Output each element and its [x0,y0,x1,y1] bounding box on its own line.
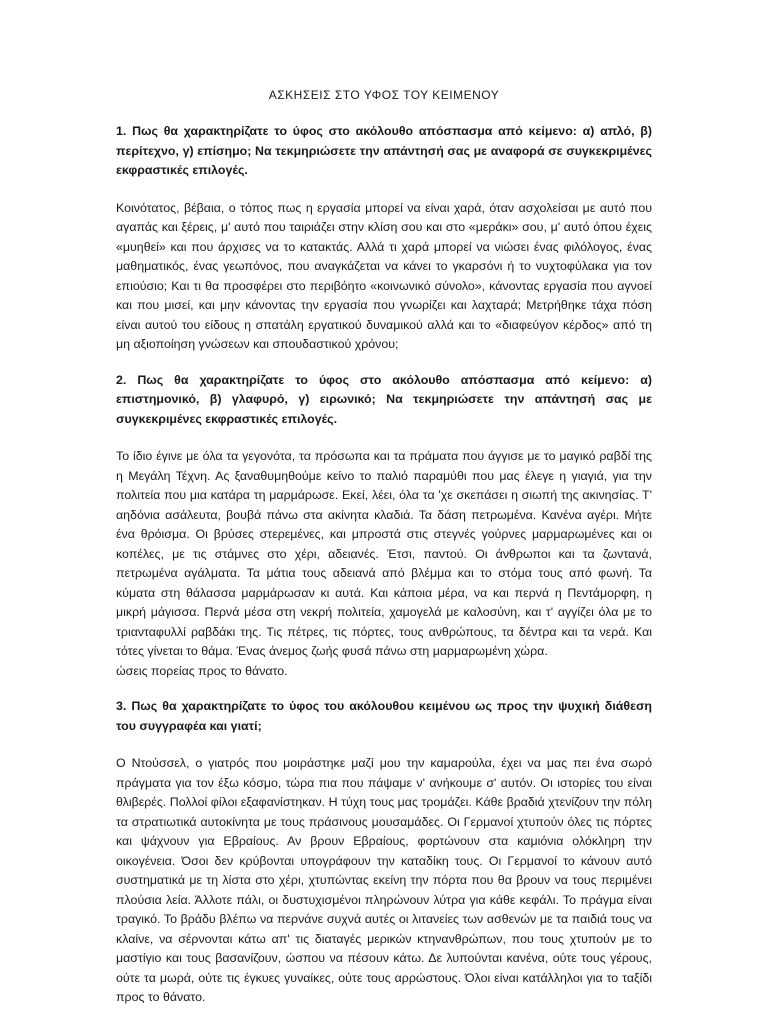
exercise-question: 1. Πως θα χαρακτηρίζατε το ύφος στο ακόλουθο απόσπασμα από κείμενο: α) απλό, β) περίτεχνο, γ) επίσημο; Να τεκμηριώσετε την απάντησή σας με αναφορά σε συγκεκριμένες εκφραστικές επιλογές. [116,124,652,177]
document-title: ΑΣΚΗΣΕΙΣ ΣΤΟ ΥΦΟΣ ΤΟΥ ΚΕΙΜΕΝΟΥ [268,88,500,102]
exercise-3 [116,697,652,1008]
exercise-2 [116,371,652,682]
exercise-excerpt: Το ίδιο έγινε με όλα τα γεγονότα, τα πρόσωπα και τα πράματα που άγγισε με το μαγικό ραβδί της η Μεγάλη Τέχνη. Ας ξαναθυμηθούμε κείνο το παλιό παραμύθι που μας έλεγε η γιαγιά, για την πολιτεία που μια κατάρα τη μαρμάρωσε. Εκεί, λέει, όλα τα 'χε σκεπάσει η σιωπή της ακινησίας. Τ' αηδόνια ασάλευτα, βουβά πάνω στα ακίνητα κλαδιά. Τα δάση πετρωμένα. Κανένα αγέρι. Μήτε ένα θρόισμα. Οι βρύσες στερεμένες, και μπροστά στις στεγνές γούρνες μαρμαρωμένες και οι κοπέλες, με τις στάμνες στο χέρι, αδειανές. Έτσι, παντού. Οι άνθρωποι και τα ζωντανά, πετρωμένα αγάλματα. Τα μάτια τους αδειανά από βλέμμα και το στόμα τους από φωνή. Τα κύματα στη θάλασσα μαρμάρωσαν κι αυτά. Και κάποια μέρα, να και περνά η Πεντάμορφη, η μικρή μάγισσα. Περνά μέσα στη νεκρή πολιτεία, χαμογελά με καλοσύνη, και τ' αγγίζει όλα με το τριανταφυλλί ραβδάκι της. Τις πέτρες, τις πόρτες, τους ανθρώπους, τα δέντρα και τα νερά. Και τότες γίνεται το θάμα. Ένας άνεμος ζωής φυσά πάνω στη μαρμαρωμένη χώρα. [116,449,652,658]
exercise-excerpt: Κοινότατος, βέβαια, ο τόπος πως η εργασία μπορεί να είναι χαρά, όταν ασχολείσαι με αυτό που αγαπάς και ξέρεις, μ' αυτό που ταιριάζει στην κλίση σου και στο «μεράκι» σου, μ' αυτό όπου έχεις «μυηθεί» και που άρχισες να το κατακτάς. Αλλά τι χαρά μπορεί να νιώσει ένας φιλόλογος, ένας μαθηματικός, ένας γεωπόνος, που αναγκάζεται να κάνει το γκαρσόνι ή το νυχτοφύλακα για τον επιούσιο; Και τι θα προσφέρει στο περιβόητο «κοινωνικό σύνολο», κάνοντας εργασία που αγνοεί και που μισεί, και μην κάνοντας την εργασία που γνωρίζει και λαχταρά; Μετρήθηκε τάχα πόση είναι αυτού του είδους η σπατάλη εργατικού δυναμικού αλλά και το «διαφεύγον κέρδος» από τη μη αξιοποίηση γνώσεων και σπουδαστικού χρόνου; [116,200,652,351]
exercise-1 [116,122,652,355]
exercise-excerpt: Ο Ντούσσελ, ο γιατρός που μοιράστηκε μαζί μου την καμαρούλα, έχει να μας πει ένα σωρό πράγματα για τον έξω κόσμο, τώρα πια που πάψαμε ν' ανήκουμε σ' αυτόν. Οι ιστορίες του είναι θλιβερές. Πολλοί φίλοι εξαφανίστηκαν. Η τύχη τους μας τρομάζει. Κάθε βραδιά χτενίζουν την πόλη τα στρατιωτικά αυτοκίνητα με τους πράσινους μουσαμάδες. Οι Γερμανοί χτυπούν όλες τις πόρτες και ψάχνουν για Εβραίους. Αν βρουν Εβραίους, φορτώνουν στα καμιόνια ολόκληρη την οικογένεια. Όσοι δεν κρύβονται υπογράφουν την καταδίκη τους. Οι Γερμανοί το κάνουν αυτό συστηματικά με τη λίστα στο χέρι, χτυπώντας εκείνη την πόρτα που θα βρουν να τους περιμένει πλούσια λεία. Άλλοτε πάλι, οι δυστυχισμένοι πληρώνουν λύτρα για κάθε κεφάλι. Το πράγμα είναι τραγικό. Το βράδυ βλέπω να περνάνε συχνά αυτές οι λιτανείες των ασθενών με τα παιδιά τους να κλαίνε, να σέρνονται κάτω απ' τις διαταγές μερικών κτηνανθρώπων, που τους χτυπούν με το μαστίγιο και τους βασανίζουν, ώσπου να πέσουν κάτω. Δε λυπούνται κανένα, ούτε τους γέρους, ούτε τα μωρά, ούτε τις έγκυες γυναίκες, ούτε τους αρρώστους. Όλοι είναι κατάλληλοι για το ταξίδι προς το θάνατο. [116,756,652,1004]
exercise-question: 3. Πως θα χαρακτηρίζατε το ύφος του ακόλουθου κειμένου ως προς την ψυχική διάθεση του συγγραφέα και γιατί; [116,699,652,733]
exercise-question: 2. Πως θα χαρακτηρίζατε το ύφος στο ακόλουθο απόσπασμα από κείμενο: α) επιστημονικό, β) γλαφυρό, γ) ειρωνικό; Να τεκμηριώσετε την απάντησή σας με συγκεκριμένες εκφραστικές επιλογές. [116,372,652,426]
exercise-excerpt-tail: ώσεις πορείας προς το θάνατο. [116,663,288,678]
